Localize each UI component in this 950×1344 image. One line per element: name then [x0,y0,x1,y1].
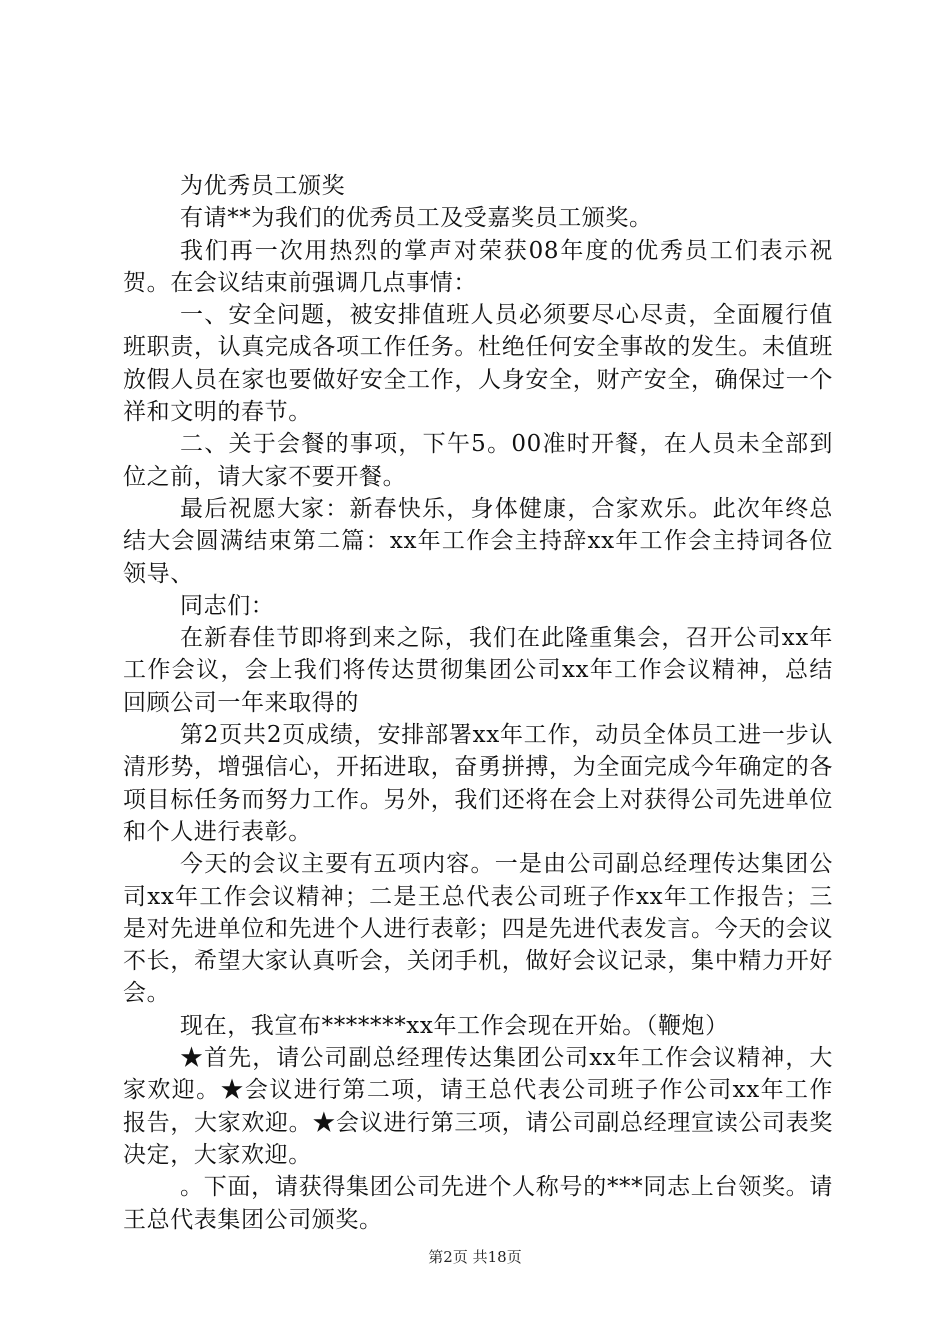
paragraph-announce-start: 现在，我宣布*******xx年工作会现在开始。（鞭炮） [180,1012,729,1039]
paragraph-greeting: 同志们： [180,592,275,619]
document-body [123,170,833,1236]
paragraph-opening: 在新春佳节即将到来之际，我们在此隆重集会，召开公司xx年工作会议，会上我们将传达贯彻集团公司xx年工作会议精神，总结回顾公司一年来取得的 [123,625,833,716]
paragraph-safety: 一、安全问题，被安排值班人员必须要尽心尽责，全面履行值班职责，认真完成各项工作任务。杜绝任何安全事故的发生。未值班放假人员在家也要做好安全工作，人身安全，财产安全，确保过一个祥和文明的春节。 [123,302,833,426]
paragraph-agenda: 今天的会议主要有五项内容。一是由公司副总经理传达集团公司xx年工作会议精神；二是王总代表公司班子作xx年工作报告；三是对先进单位和先进个人进行表彰；四是先进代表发言。今天的会议不长，希望大家认真听会，关闭手机，做好会议记录，集中精力开好会。 [123,851,833,1007]
paragraph-agenda-items: ★首先，请公司副总经理传达集团公司xx年工作会议精神，大家欢迎。★会议进行第二项，请王总代表公司班子作公司xx年工作报告，大家欢迎。★会议进行第三项，请公司副总经理宣读公司表奖决定，大家欢迎。 [123,1045,833,1168]
paragraph-award-heading: 为优秀员工颁奖 [180,173,346,199]
paragraph-achievements: 第2页共2页成绩，安排部署xx年工作，动员全体员工进一步认清形势，增强信心，开拓进取，奋勇拼搏，为全面完成今年确定的各项目标任务而努力工作。另外，我们还将在会上对获得公司先进单位和个人进行表彰。 [123,722,833,845]
paragraph-award-ceremony: 。下面，请获得集团公司先进个人称号的***同志上台领奖。请王总代表集团公司颁奖。 [123,1174,833,1233]
paragraph-congratulations: 我们再一次用热烈的掌声对荣获08年度的优秀员工们表示祝贺。在会议结束前强调几点事情： [123,237,833,296]
paragraph-invite-presenter: 有请**为我们的优秀员工及受嘉奖员工颁奖。 [180,205,653,232]
page-footer: 第2页 共18页 [428,1248,522,1266]
paragraph-closing-wishes: 最后祝愿大家：新春快乐，身体健康，合家欢乐。此次年终总结大会圆满结束第二篇：xx年工作会主持辞xx年工作会主持词各位领导、 [123,495,833,587]
paragraph-dinner: 二、关于会餐的事项，下午5。00准时开餐，在人员未全部到位之前，请大家不要开餐。 [123,431,833,490]
